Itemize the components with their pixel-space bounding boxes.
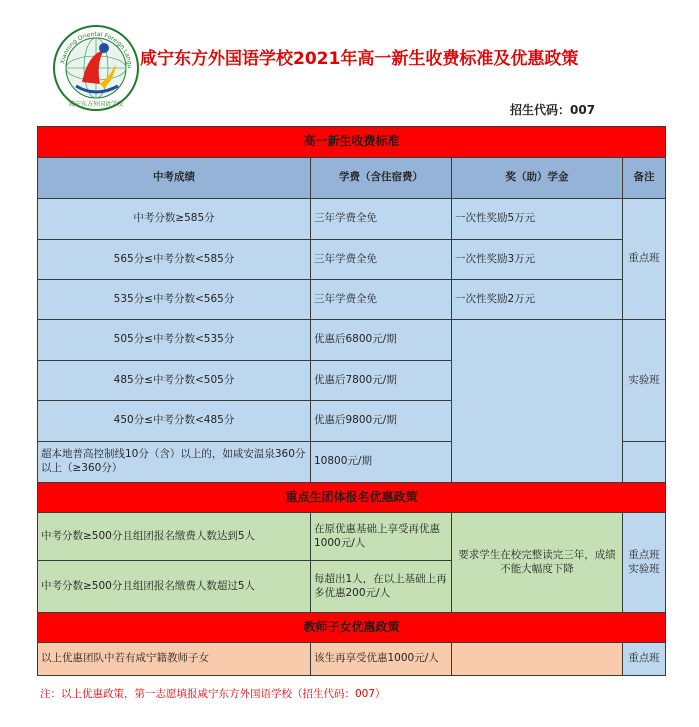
logo-arc-text: Xianning Oriental Foreign Langu <box>59 30 134 69</box>
score-cell: 450分≤中考分数<485分 <box>38 401 311 442</box>
table-row <box>38 199 666 240</box>
score-cell: 565分≤中考分数<585分 <box>38 240 311 280</box>
table-row <box>38 513 666 561</box>
section-header-row <box>38 613 666 643</box>
section1-title: 高一新生收费标准 <box>38 127 666 158</box>
award-cell: 一次性奖励5万元 <box>452 199 623 240</box>
section2-remark-line2: 实验班 <box>628 562 660 575</box>
remark-key-class: 重点班 <box>623 199 666 320</box>
score-cell: 超本地普高控制线10分（含）以上的，如咸安温泉360分以上（≥360分） <box>38 442 311 483</box>
policy-cell: 在原优惠基础上享受再优惠1000元/人 <box>311 513 452 561</box>
fee-cell: 优惠后9800元/期 <box>311 401 452 442</box>
score-cell: 中考分数≥585分 <box>38 199 311 240</box>
page-title: 咸宁东方外国语学校2021年高一新生收费标准及优惠政策 <box>140 49 579 69</box>
score-cell: 535分≤中考分数<565分 <box>38 280 311 320</box>
fee-table <box>37 126 666 676</box>
teacher-remark: 重点班 <box>623 643 666 676</box>
logo-bottom-text: 咸宁东方外国语学校 <box>68 101 124 108</box>
teacher-condition-cell: 以上优惠团队中若有咸宁籍教师子女 <box>38 643 311 676</box>
school-logo <box>52 24 140 112</box>
section2-remark-line1: 重点班 <box>628 548 660 561</box>
fee-cell: 优惠后6800元/期 <box>311 320 452 361</box>
policy-cell: 每超出1人，在以上基础上再多优惠200元/人 <box>311 561 452 613</box>
condition-cell: 中考分数≥500分且组团报名缴费人数达到5人 <box>38 513 311 561</box>
award-cell: 一次性奖励2万元 <box>452 280 623 320</box>
section-header-row <box>38 127 666 158</box>
teacher-empty-cell <box>452 643 623 676</box>
score-cell: 505分≤中考分数<535分 <box>38 320 311 361</box>
fee-cell: 10800元/期 <box>311 442 452 483</box>
award-cell-empty <box>452 320 623 483</box>
table-row <box>38 240 666 280</box>
fee-cell: 优惠后7800元/期 <box>311 361 452 401</box>
col-header-fee: 学费（含住宿费） <box>311 158 452 199</box>
col-header-score: 中考成绩 <box>38 158 311 199</box>
fee-cell: 三年学费全免 <box>311 240 452 280</box>
section-header-row <box>38 483 666 513</box>
score-cell: 485分≤中考分数<505分 <box>38 361 311 401</box>
section2-remark <box>623 513 666 613</box>
table-row <box>38 320 666 361</box>
requirement-cell: 要求学生在校完整读完三年，成绩不能大幅度下降 <box>452 513 623 613</box>
table-row <box>38 280 666 320</box>
enroll-code: 招生代码：007 <box>510 103 596 117</box>
condition-cell: 中考分数≥500分且组团报名缴费人数超过5人 <box>38 561 311 613</box>
section3-title: 教师子女优惠政策 <box>38 613 666 643</box>
footnote: 注：以上优惠政策，第一志愿填报咸宁东方外国语学校（招生代码：007） <box>40 688 386 700</box>
fee-cell: 三年学费全免 <box>311 280 452 320</box>
table-row <box>38 643 666 676</box>
remark-exp-class: 实验班 <box>623 320 666 442</box>
col-header-remark: 备注 <box>623 158 666 199</box>
teacher-policy-cell: 该生再享受优惠1000元/人 <box>311 643 452 676</box>
column-header-row <box>38 158 666 199</box>
section2-title: 重点生团体报名优惠政策 <box>38 483 666 513</box>
award-cell: 一次性奖励3万元 <box>452 240 623 280</box>
remark-cell-empty <box>623 442 666 483</box>
fee-cell: 三年学费全免 <box>311 199 452 240</box>
col-header-award: 奖（助）学金 <box>452 158 623 199</box>
